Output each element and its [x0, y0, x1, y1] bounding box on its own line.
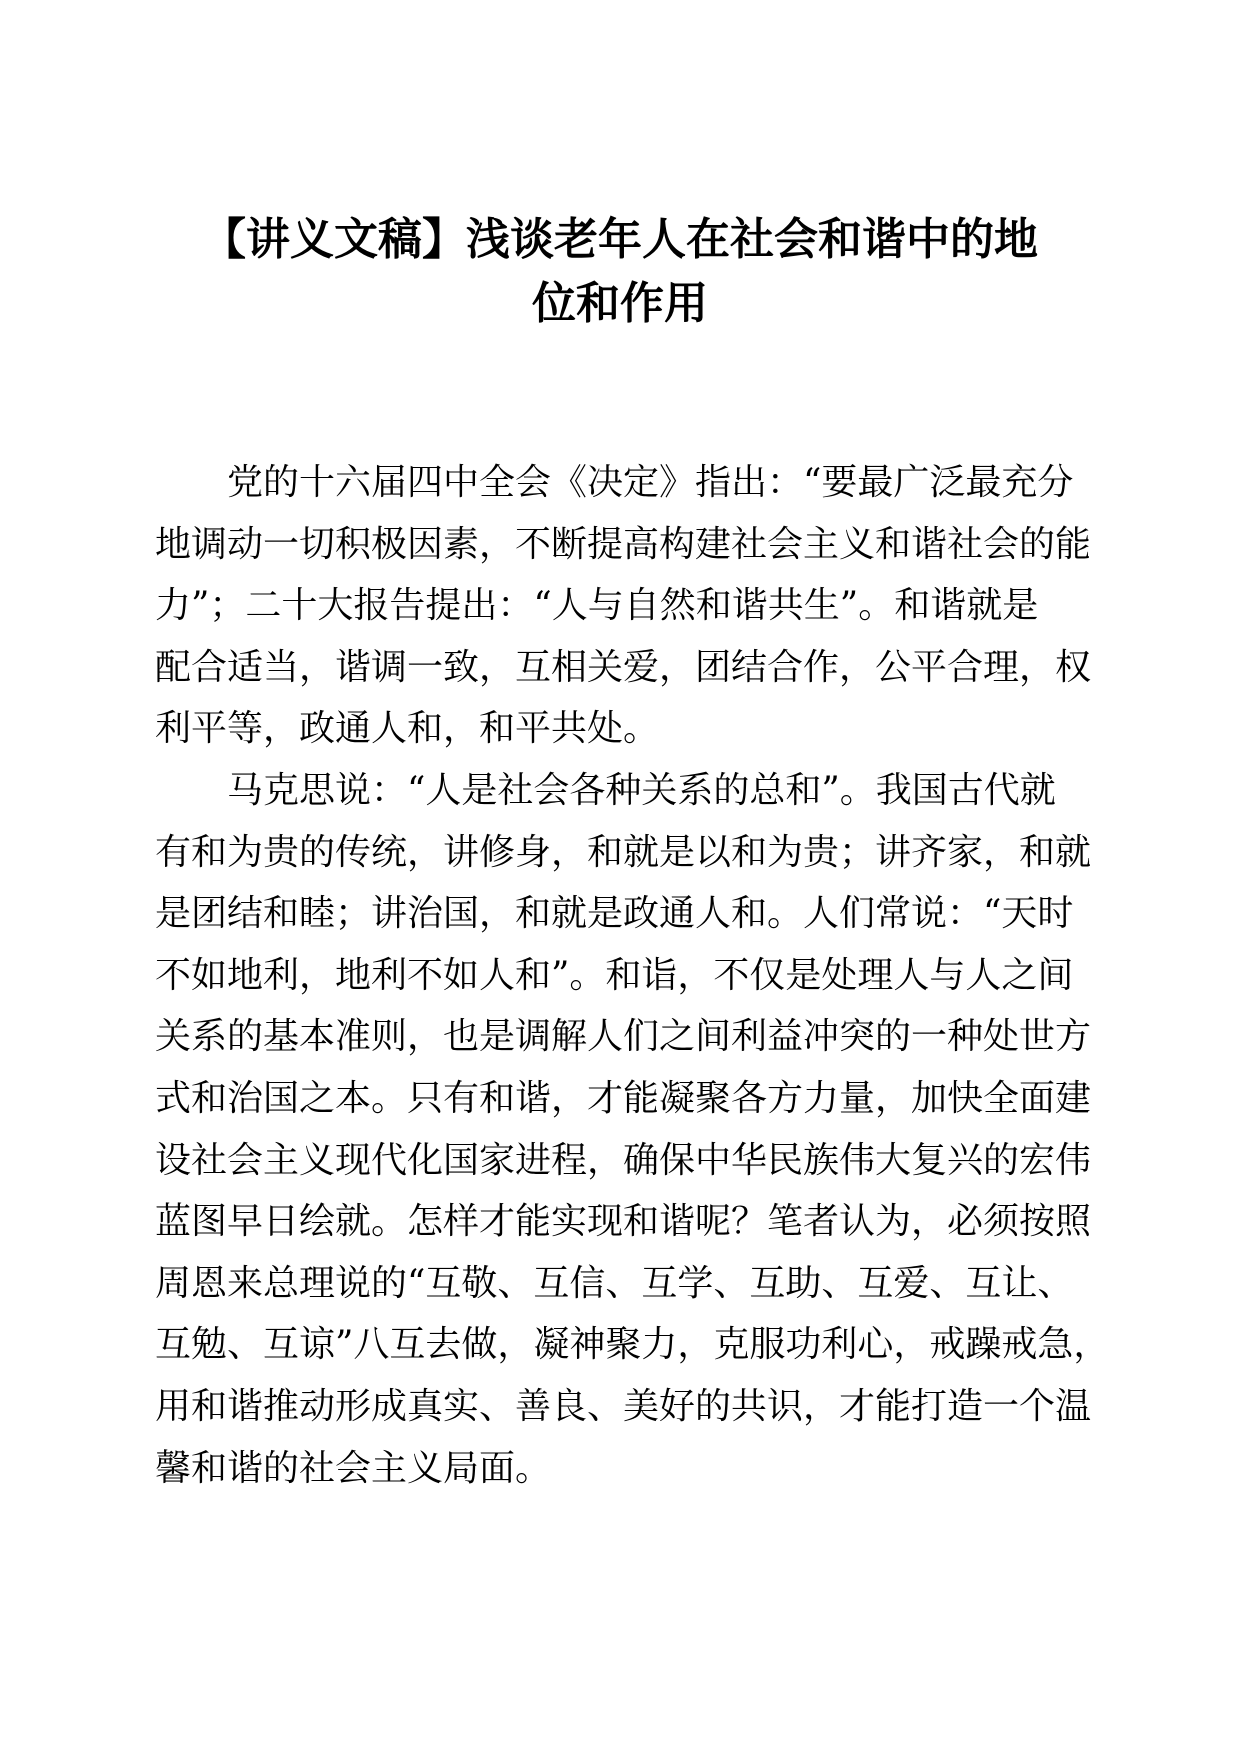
paragraph-line: 设社会主义现代化国家进程，确保中华民族伟大复兴的宏伟	[155, 1139, 1092, 1181]
paragraph-line: 式和治国之本。只有和谐，才能凝聚各方力量，加快全面建	[155, 1077, 1092, 1119]
title-line: 位和作用	[532, 278, 708, 329]
paragraph-line: 用和谐推动形成真实、善良、美好的共识，才能打造一个温	[155, 1385, 1092, 1427]
paragraph-line: 地调动一切积极因素，不断提高构建社会主义和谐社会的能	[155, 523, 1092, 565]
paragraph-1	[155, 452, 1092, 760]
paragraph-line: 马克思说：“人是社会各种关系的总和”。我国古代就	[227, 769, 1056, 811]
paragraph-line: 党的十六届四中全会《决定》指出：“要最广泛最充分	[227, 462, 1074, 503]
paragraph-line: 是团结和睦；讲治国，和就是政通人和。人们常说：“天时	[155, 893, 1074, 935]
title-line: 【讲义文稿】浅谈老年人在社会和谐中的地	[202, 214, 1038, 265]
document-title	[140, 208, 1100, 336]
paragraph-line: 蓝图早日绘就。怎样才能实现和谐呢？笔者认为，必须按照	[155, 1201, 1092, 1243]
paragraph-line: 有和为贵的传统，讲修身，和就是以和为贵；讲齐家，和就	[155, 831, 1092, 873]
paragraph-line: 馨和谐的社会主义局面。	[155, 1447, 552, 1489]
paragraph-line: 力”；二十大报告提出：“人与自然和谐共生”。和谐就是	[155, 585, 1039, 627]
paragraph-line: 利平等，政通人和，和平共处。	[155, 708, 660, 750]
paragraph-line: 互勉、互谅”八互去做，凝神聚力，克服功利心，戒躁戒急，	[155, 1324, 1110, 1366]
paragraph-line: 关系的基本准则，也是调解人们之间利益冲突的一种处世方	[155, 1016, 1092, 1058]
document-body	[155, 452, 1110, 1499]
paragraph-line: 配合适当，谐调一致，互相关爱，团结合作，公平合理，权	[155, 646, 1092, 688]
paragraph-line: 周恩来总理说的“互敬、互信、互学、互助、互爱、互让、	[155, 1262, 1074, 1304]
paragraph-2	[155, 760, 1110, 1499]
paragraph-line: 不如地利，地利不如人和”。和诣，不仅是处理人与人之间	[155, 954, 1074, 996]
